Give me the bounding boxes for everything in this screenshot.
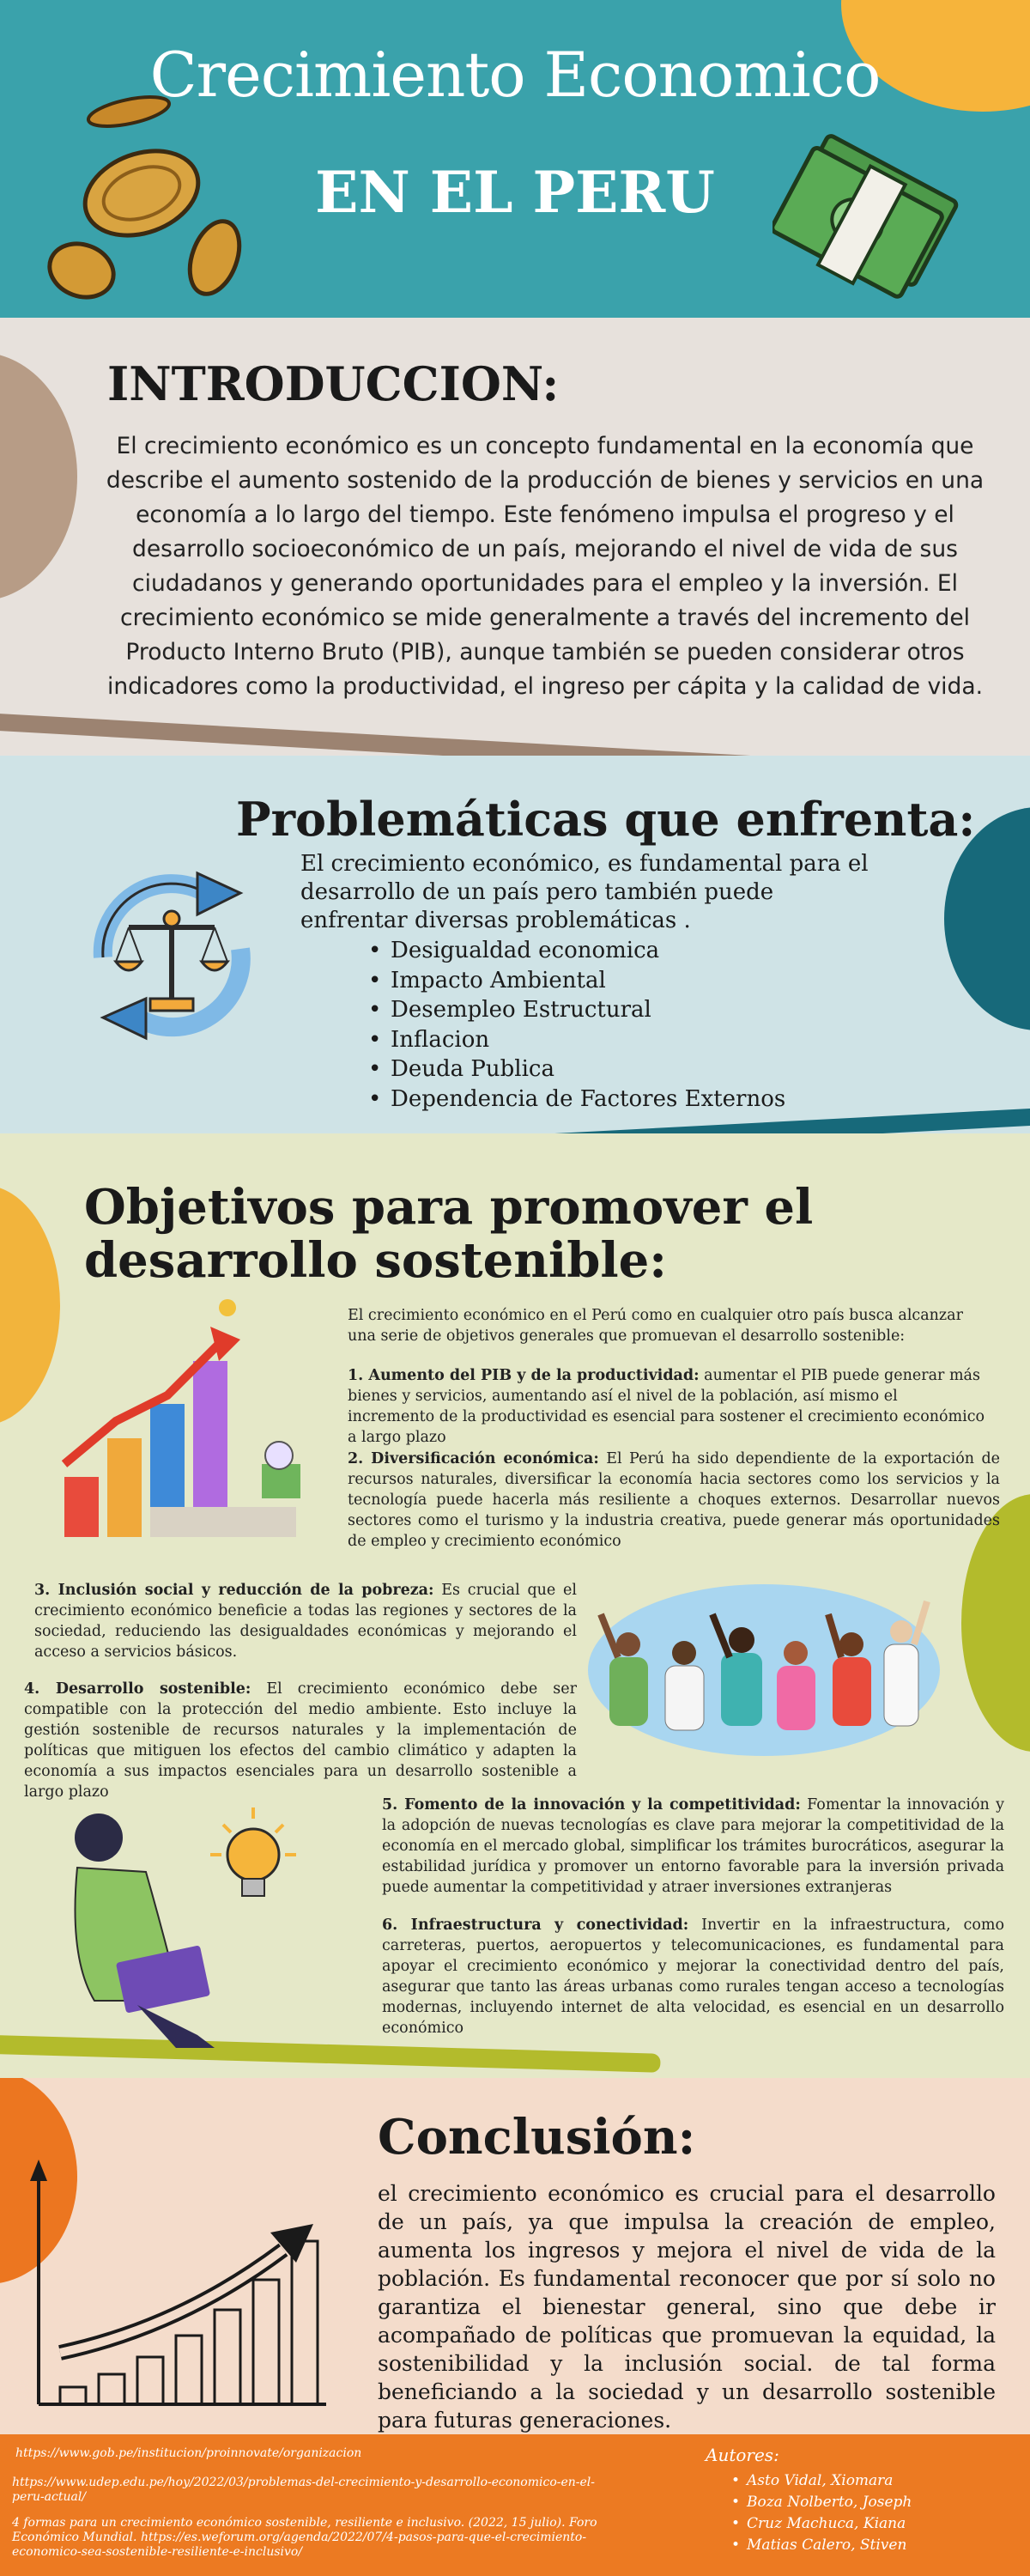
objective-title: 5. Fomento de la innovación y la competitividad: — [382, 1796, 801, 1814]
reference-link[interactable]: https://www.udep.edu.pe/hoy/2022/03/problemas-del-crecimiento-y-desarrollo-economico-en-el-peru-actual/ — [12, 2476, 596, 2504]
author-item: • Boza Nolberto, Joseph — [747, 2492, 912, 2513]
list-item: • Dependencia de Factores Externos — [391, 1084, 785, 1115]
objective-text: El crecimiento económico debe ser compatible con la protección del medio ambiente. Esto incluye la gestión sostenible de recursos naturales y la implementación de políticas que mitiguen los efectos del cambio climático y adapten la economía a sus impactos esenciales para un desarrollo sostenible a largo plazo — [24, 1680, 577, 1801]
objective-item-3 — [34, 1580, 577, 1662]
list-item: • Impacto Ambiental — [391, 966, 785, 996]
page-title: Crecimiento Economico — [149, 39, 881, 111]
authors-heading: Autores: — [706, 2445, 779, 2465]
list-item: • Desempleo Estructural — [391, 995, 785, 1025]
problems-heading: Problemáticas que enfrenta: — [236, 792, 976, 847]
page-subtitle: EN EL PERU — [315, 159, 715, 226]
list-item: • Inflacion — [391, 1025, 785, 1055]
intro-heading: INTRODUCCION: — [107, 356, 560, 411]
balance-scale-icon — [69, 854, 275, 1052]
objective-title: 2. Diversificación económica: — [348, 1450, 599, 1467]
objective-item-1 — [348, 1365, 987, 1448]
header-banner — [0, 0, 1030, 318]
objectives-heading: Objetivos para promover el desarrollo sostenible: — [84, 1179, 814, 1289]
problems-list — [391, 936, 785, 1114]
list-item: • Desigualdad economica — [391, 936, 785, 966]
reference-citation[interactable]: 4 formas para un crecimiento económico sostenible, resiliente e inclusivo. (2022, 15 julio). Foro Económico Mundial. https://es.weforum.org/agenda/2022/07/4-pasos-para-que-el-crecimiento-economico-sea-sostenible-resiliente-e-inclusivo/ — [12, 2516, 597, 2559]
objective-text: aumentar el PIB puede generar más bienes y servicios, aumentando así el nivel de la población, así mismo el incremento de la productividad es esencial para sostener el crecimiento económico a largo plazo — [348, 1367, 985, 1446]
problems-intro: El crecimiento económico, es fundamental para el desarrollo de un país pero también puede enfrentar diversas problemáticas . — [300, 851, 869, 933]
author-item: • Matias Calero, Stiven — [747, 2535, 912, 2556]
conclusion-section — [0, 2078, 1030, 2434]
authors-list — [747, 2470, 912, 2556]
introduction-section — [0, 318, 1030, 756]
author-item: • Asto Vidal, Xiomara — [747, 2470, 912, 2492]
objective-text: Fomentar la innovación y la adopción de nuevas tecnologías es clave para mejorar la competitividad de la economía en el mercado global, simplificar los trámites burocráticos, asegurar la estabilidad jurídica y promover un entorno favorable para la inversión privada puede aumentar la competitividad y atraer inversiones extranjeras — [382, 1796, 1004, 1896]
list-item: • Deuda Publica — [391, 1054, 785, 1084]
intro-body: El crecimiento económico es un concepto fundamental en la economía que describe el aumento sostenido de la producción de bienes y servicios en una economía a lo largo del tiempo. Este fenómeno impulsa el progreso y el desarrollo socioeconómico de un país, mejorando el nivel de vida de sus ciudadanos y generando oportunidades para el empleo y la inversión. El crecimiento económico se mide generalmente a través del incremento del Producto Interno Bruto (PIB), aunque también se pueden considerar otros indicadores como la productividad, el ingreso per cápita y la calidad de vida. — [106, 433, 985, 700]
objective-text: El Perú ha sido dependiente de la exportación de recursos naturales, diversificar la economía hacia sectores como los servicios y la tecnología puede hacerla más resiliente a choques externos. Desarrollar nuevos sectores como el turismo y la industria creativa, puede generar más oportunidades de empleo y crecimiento económico — [348, 1450, 1000, 1550]
objective-item-5 — [382, 1795, 1004, 1898]
objectives-intro: El crecimiento económico en el Perú como en cualquier otro país busca alcanzar una serie de objetivos generales que promuevan el desarrollo sostenible: — [348, 1307, 963, 1345]
objective-title: 1. Aumento del PIB y de la productividad: — [348, 1367, 700, 1384]
objectives-section — [0, 1133, 1030, 2078]
objective-text: Invertir en la infraestructura, como carreteras, puertos, aeropuertos y telecomunicaciones, es fundamental para apoyar el crecimiento económico y mejorar la conectividad dentro del país, asegurar que tanto las áreas urbanas como rurales tengan acceso a tecnologías modernas, incluyendo internet de alta velocidad, es esencial en un desarrollo económico — [382, 1917, 1004, 2037]
growth-chart-sketch-icon — [26, 2155, 335, 2413]
decorative-circle — [0, 352, 77, 601]
footer-references — [0, 2434, 1030, 2576]
objective-title: 3. Inclusión social y reducción de la pobreza: — [34, 1582, 434, 1599]
conclusion-heading: Conclusión: — [378, 2109, 696, 2166]
decorative-bar — [0, 713, 1030, 756]
objective-item-4 — [24, 1679, 577, 1802]
objective-item-6 — [382, 1915, 1004, 2038]
people-celebrating-illustration — [584, 1580, 944, 1760]
growth-chart-illustration — [47, 1292, 313, 1546]
conclusion-body: el crecimiento económico es crucial para el desarrollo de un país, ya que impulsa la creación de empleo, aumenta los ingresos y mejora el nivel de vida de la población. Es fundamental reconocer que por sí solo no garantiza el bienestar general, sino que debe ir acompañado de políticas que promuevan la equidad, la sostenibilidad y la inclusión social. de tal forma beneficiando a la sociedad y un desarrollo sostenible para futuras generaciones. — [378, 2181, 996, 2433]
reference-link[interactable]: https://www.gob.pe/institucion/proinnovate/organizacion — [15, 2446, 362, 2460]
objective-title: 6. Infraestructura y conectividad: — [382, 1917, 689, 1934]
objective-title: 4. Desarrollo sostenible: — [24, 1680, 251, 1698]
problems-section — [0, 756, 1030, 1133]
objective-text: Es crucial que el crecimiento económico beneficie a todas las regiones y sectores de la sociedad, reduciendo las desigualdades económicas y mejorando el acceso a servicios básicos. — [34, 1582, 578, 1661]
author-item: • Cruz Machuca, Kiana — [747, 2513, 912, 2535]
objective-item-2 — [348, 1449, 1000, 1552]
woman-laptop-illustration — [34, 1803, 343, 2052]
